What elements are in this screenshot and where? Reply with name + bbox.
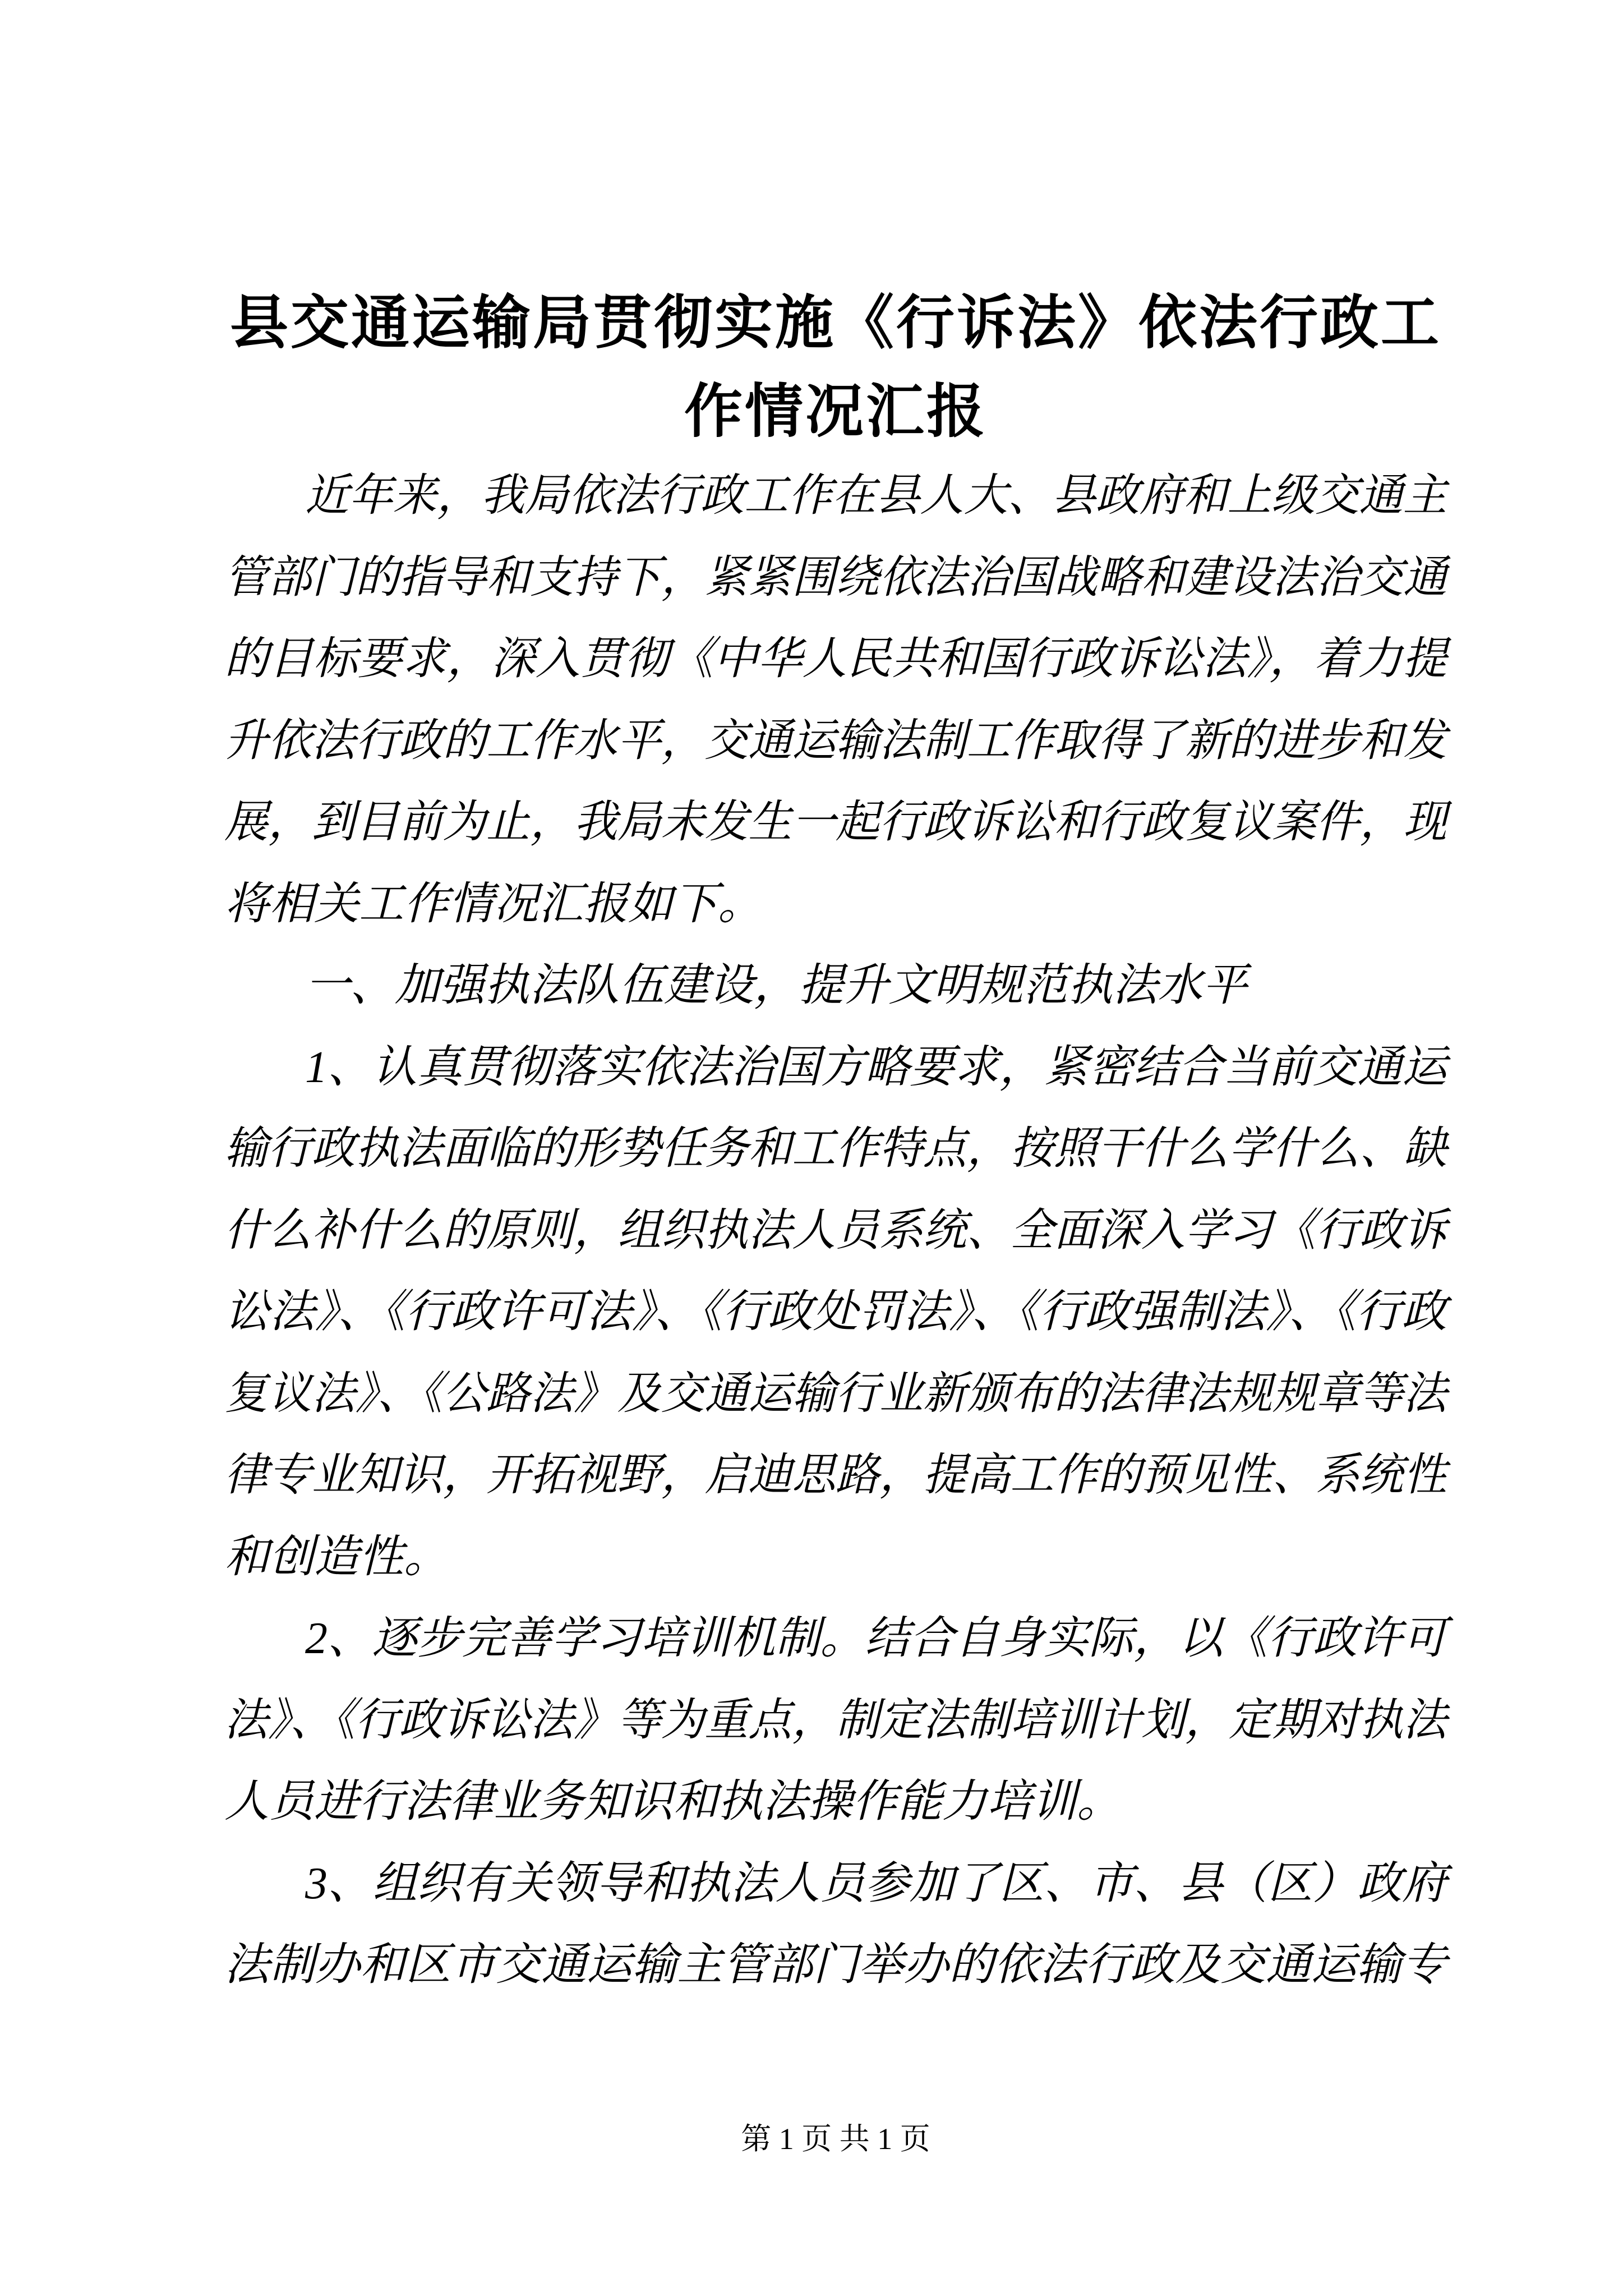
text-line: 将相关工作情况汇报如下。 [224, 879, 763, 929]
paragraph-4 [224, 1598, 1447, 1843]
text-line: 什么补什么的原则，组织执法人员系统、全面深入学习《行政诉 [224, 1205, 1447, 1255]
document-title-line-1: 县交通运输局贯彻实施《行诉法》依法行政工 [229, 291, 1441, 356]
text-line: 的目标要求，深入贯彻《中华人民共和国行政诉讼法》，着力提 [224, 634, 1447, 684]
text-line: 2、逐步完善学习培训机制。结合自身实际，以《行政许可 [305, 1614, 1447, 1663]
document-body [224, 455, 1447, 2007]
text-line: 法》、《行政诉讼法》等为重点，制定法制培训计划，定期对执法 [224, 1695, 1447, 1745]
text-line: 讼法》、《行政许可法》、《行政处罚法》、《行政强制法》、《行政 [224, 1287, 1447, 1337]
text-line: 人员进行法律业务知识和执法操作能力培训。 [224, 1777, 1122, 1826]
text-line: 展，到目前为止，我局未发生一起行政诉讼和行政复议案件，现 [224, 798, 1447, 847]
text-line: 3、组织有关领导和执法人员参加了区、市、县（区）政府 [305, 1858, 1447, 1908]
paragraph-2 [224, 945, 1447, 1027]
text-line: 一、加强执法队伍建设，提升文明规范执法水平 [305, 961, 1247, 1010]
paragraph-1 [224, 455, 1447, 945]
paragraph-5 [224, 1843, 1447, 2007]
text-line: 律专业知识，开拓视野，启迪思路，提高工作的预见性、系统性 [224, 1451, 1447, 1500]
paragraph-3 [224, 1027, 1447, 1599]
text-line: 1、认真贯彻落实依法治国方略要求，紧密结合当前交通运 [305, 1042, 1447, 1092]
text-line: 法制办和区市交通运输主管部门举办的依法行政及交通运输专 [224, 1940, 1447, 1990]
text-line: 和创造性。 [224, 1532, 449, 1582]
text-line: 输行政执法面临的形势任务和工作特点，按照干什么学什么、缺 [224, 1124, 1447, 1174]
text-line: 近年来，我局依法行政工作在县人大、县政府和上级交通主 [305, 471, 1447, 521]
text-line: 管部门的指导和支持下，紧紧围绕依法治国战略和建设法治交通 [224, 553, 1447, 602]
text-line: 升依法行政的工作水平，交通运输法制工作取得了新的进步和发 [224, 716, 1447, 766]
page-footer [224, 2119, 1447, 2159]
document-title-line-2: 作情况汇报 [684, 380, 987, 444]
document-title [224, 279, 1447, 457]
text-line: 复议法》、《公路法》及交通运输行业新颁布的法律法规规章等法 [224, 1369, 1447, 1419]
page-number: 第 1 页 共 1 页 [741, 2122, 930, 2156]
